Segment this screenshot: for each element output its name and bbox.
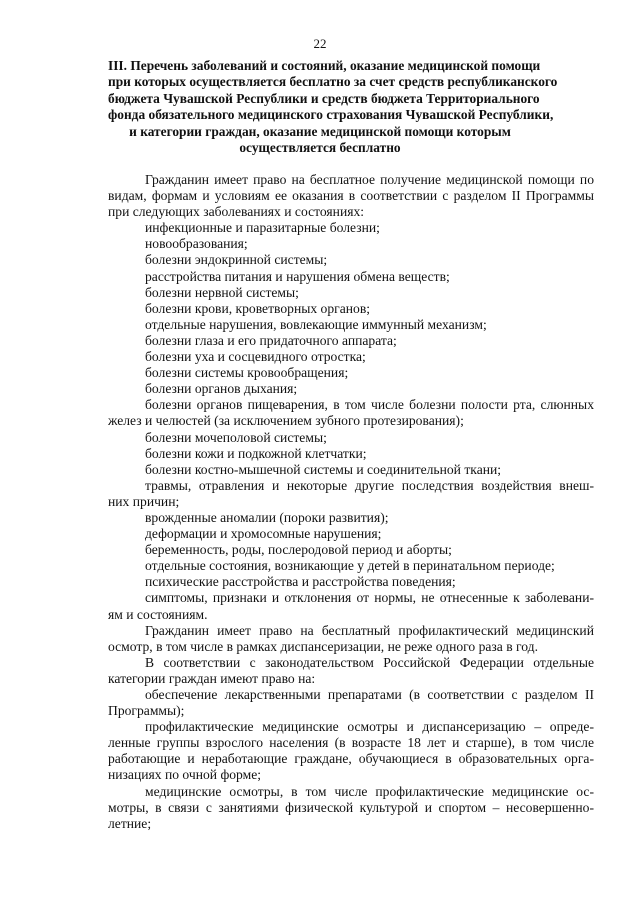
list-item: болезни уха и сосцевидного отростка; [145, 349, 366, 365]
list-item: болезни органов дыхания; [145, 381, 298, 397]
list-item: болезни костно-мышечной системы и соединительной ткани; [145, 461, 502, 477]
list-item: отдельные нарушения, вовлекающие иммунный механизм; [145, 316, 487, 332]
preventive-paragraph: Гражданин имеет право на бесплатный профилактический медицинский осмотр, в том числе в рамках диспансеризации, не реже одного раза в год. [108, 622, 594, 654]
list-item-line: обеспечение лекарственными препаратами (в соответствии с разделом II [145, 687, 594, 702]
list-item: болезни кожи и подкожной клетчатки; [145, 445, 367, 461]
list-item: болезни глаза и его придаточного аппарата; [145, 332, 397, 348]
heading-line: фонда обязательного медицинского страхования Чувашской Республики, [108, 107, 554, 123]
heading-line: при которых осуществляется бесплатно за счет средств республиканского [108, 74, 558, 90]
list-item: болезни крови, кроветворных органов; [145, 300, 371, 316]
list-item-digestive [108, 397, 594, 429]
list-item: инфекционные и паразитарные болезни; [145, 220, 380, 236]
list-item-line: них причин; [108, 493, 180, 509]
list-item-line: желез и челюстей (за исключением зубного протезирования); [108, 413, 464, 429]
list-item-drugs [108, 687, 594, 719]
list-item: болезни нервной системы; [145, 284, 299, 300]
heading-line: и категории граждан, оказание медицинской помощи которым [129, 123, 511, 139]
list-item-line: симптомы, признаки и отклонения от нормы, не отнесенные к заболевани- [145, 590, 594, 606]
legislation-paragraph: В соответствии с законодательством Российской Федерации отдельные категории граждан имеют право на: [108, 654, 594, 686]
heading-line: осуществляется бесплатно [239, 140, 401, 156]
list-item: расстройства питания и нарушения обмена веществ; [145, 268, 450, 284]
intro-paragraph: Гражданин имеет право на бесплатное получение медицинской помощи по видам, формам и условиям ее оказания в соответствии с разделом II Программы при следующих заболеваниях и состояниях: [108, 172, 594, 220]
list-item: беременность, роды, послеродовой период и аборты; [145, 542, 452, 558]
list-item: новообразования; [145, 236, 248, 252]
heading-line: бюджета Чувашской Республики и средств бюджета Территориального [108, 90, 540, 106]
section-heading [108, 58, 558, 156]
list-item: болезни системы кровообращения; [145, 365, 349, 381]
heading-line: III. Перечень заболеваний и состояний, оказание медицинской помощи [108, 58, 541, 73]
list-item: деформации и хромосомные нарушения; [145, 526, 382, 542]
document-body [108, 172, 594, 832]
list-item-line: Программы); [108, 703, 185, 719]
list-item: болезни мочеполовой системы; [145, 429, 327, 445]
list-item-trauma [108, 478, 594, 510]
list-item-symptoms [108, 590, 594, 622]
page-number: 22 [313, 36, 327, 51]
list-item: болезни эндокринной системы; [145, 252, 328, 268]
list-item: психические расстройства и расстройства поведения; [145, 574, 456, 590]
sport-paragraph: медицинские осмотры, в том числе профилактические медицинские осмотры, в связи с занятиями физической культурой и спортом – несовершеннолетние; [108, 783, 594, 831]
list-item: отдельные состояния, возникающие у детей в перинатальном периоде; [145, 558, 555, 574]
list-item-line: ям и состояниям. [108, 606, 208, 622]
exams-paragraph: профилактические медицинские осмотры и диспансеризацию – определенные группы взрослого населения (в возрасте 18 лет и старше), в том числе работающие и неработающие граждане, обучающиеся в образовательных организациях по очной форме; [108, 719, 594, 783]
list-item-line: болезни органов пищеварения, в том числе болезни полости рта, слюнных [145, 397, 594, 413]
list-item-line: травмы, отравления и некоторые другие последствия воздействия внеш- [145, 477, 594, 493]
list-item: врожденные аномалии (пороки развития); [145, 509, 389, 525]
